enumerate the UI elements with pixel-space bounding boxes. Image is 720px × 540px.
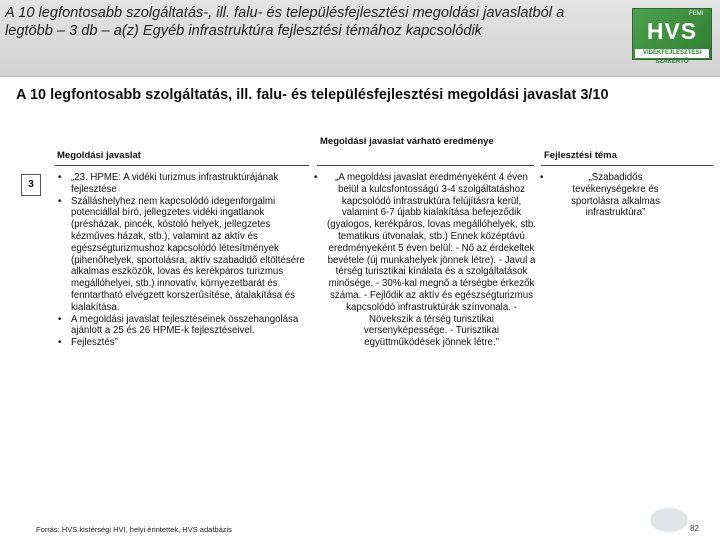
proposal-list	[56, 172, 312, 349]
column-header-proposal: Megoldási javaslat	[57, 150, 141, 161]
page-subtitle: A 10 legfontosabb szolgáltatás, ill. falu- és településfejlesztési megoldási javaslat 3/10	[16, 87, 609, 103]
header-title: A 10 legfontosabb szolgáltatás-, ill. falu- és településfejlesztési megoldási javaslatból a legtöbb – 3 db – a(z) Egyéb infrastruktúra fejlesztési témához kapcsolódik	[5, 5, 565, 39]
page-number: 82	[690, 524, 699, 533]
proposal-item: • „23. HPME: A vidéki turizmus infrastruktúrájának fejlesztése	[56, 172, 312, 196]
slide-header	[0, 0, 720, 77]
column-header-result: Megoldási javaslat várható eredménye	[320, 136, 494, 147]
proposal-item: • Fejlesztés”	[56, 337, 312, 349]
result-item: • „A megoldási javaslat eredményeként 4 éven belül a kulcsfontosságú 3-4 szolgáltatáshoz kapcsolódó infrastruktúra felújításra kerül, valamint 6-7 újabb kialakítása befejeződik (gyalogos, kerékpáros, lovas megállóhelyek, stb. tematikus útvonalak, stb.) Ennek középtávú eredményeként 5 éven belül: - Nő az érdekeltek bevétele (új munkahelyek jönnek létre). - Javul a térség turisztikai kínálata és a szolgáltatások minősége. - 30%-kal megnő a térségbe érkezők száma. - Fejlődik az aktív és egészségturizmus kapcsolódó infrastruktúrák színvonala. - Növekszik a térség turisztikai versenyképessége. - Turisztikai együttműködések jönnek létre.”	[312, 172, 536, 349]
source-note: Forrás: HVS kistérségi HVI, helyi érintettek, HVS adatbázis	[36, 525, 232, 534]
topic-list	[538, 172, 678, 219]
topic-item: • „Szabadidős tevékenységekre és sportolásra alkalmas infrastruktúra”	[538, 172, 678, 219]
column-divider-result	[317, 165, 534, 166]
column-header-topic: Fejlesztési téma	[544, 150, 617, 161]
proposal-item: • A megoldási javaslat fejlesztéseinek összehangolása ajánlott a 25 és 26 HPME-k fejlesztéseivel.	[56, 314, 312, 338]
column-divider-topic	[541, 165, 713, 166]
emblem-icon	[650, 508, 688, 532]
logo-mark: HVS	[646, 18, 698, 44]
hvs-logo	[632, 8, 712, 65]
column-divider-proposal	[55, 165, 309, 166]
logo-caption: VIDÉKFEJLESZTÉSI SZAKÉRTŐ	[635, 49, 709, 58]
row-number-badge: 3	[21, 174, 41, 196]
result-list	[312, 172, 536, 349]
logo-sub-text: FEMI	[689, 11, 704, 17]
proposal-item: • Szálláshelyhez nem kapcsolódó idegenforgalmi potenciállal bíró, jellegzetes vidéki ingatlanok (présházak, pincék, kóstoló helyek, jellegzetes kézműves házak, stb.), valamint az aktív és egészségturizmushoz kapcsolódó létesítmények (pihenőhelyek, sportolásra, aktív szabadidő eltöltésére alkalmas eszközök, lovas és kerékpáros turizmus megállóhelyei, stb.) innovatív, környezetbarát és fenntartható elvégzett korszerűsítése, átalakítása és kialakítása.	[56, 196, 312, 314]
